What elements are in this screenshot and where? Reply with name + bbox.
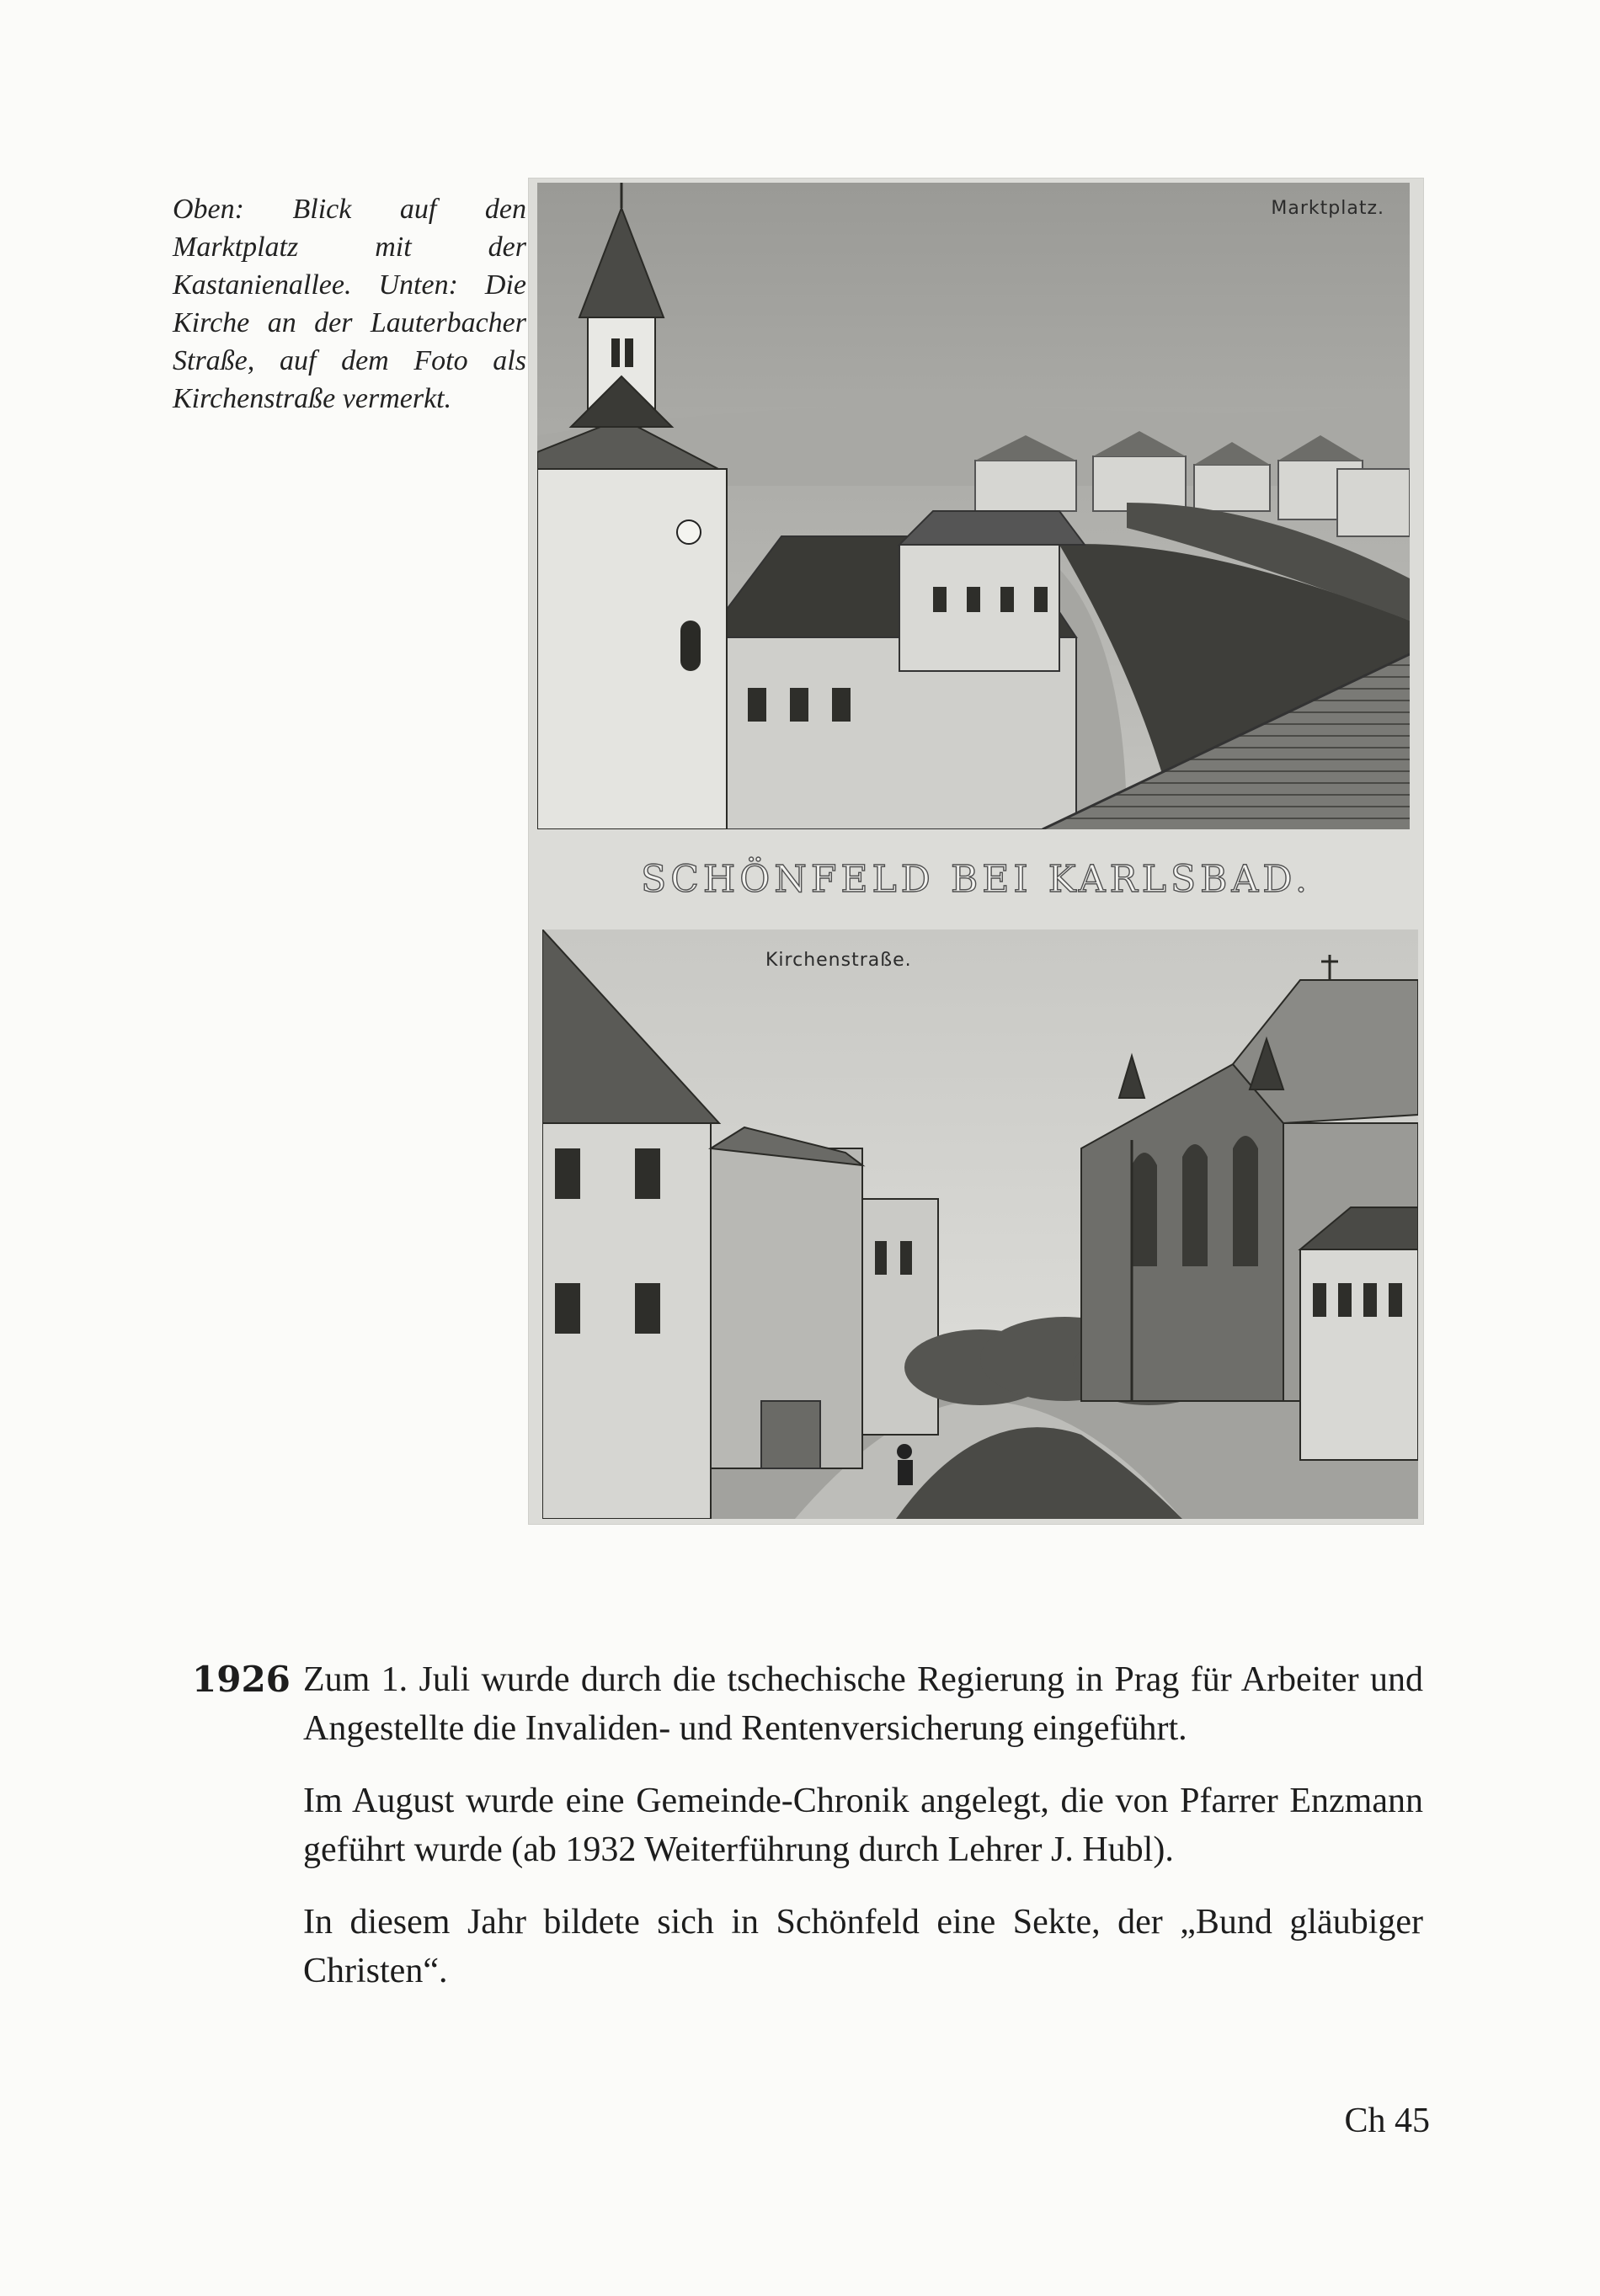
entry-paragraph: Zum 1. Juli wurde durch die tschechische Regierung in Prag für Arbeiter und Angestellte die Invaliden- und Rentenversicherung eingeführt. [303,1660,1423,1748]
photo-marktplatz [537,183,1410,829]
photo-caption: Oben: Blick auf den Marktplatz mit der Kastanienallee. Unten: Die Kirche an der Lauterbacher Straße, auf dem Foto als Kirchenstraße vermerkt. [173,194,526,414]
page-number: Ch 45 [1344,2102,1430,2140]
entry-paragraph: Im August wurde eine Gemeinde-Chronik angelegt, die von Pfarrer Enzmann geführt wurde (ab 1932 Weiterführung durch Lehrer J. Hubl). [303,1782,1423,1869]
postcard-banner: SCHÖNFELD BEI KARLSBAD. [641,857,1311,901]
photo-kirchenstrasse [542,930,1418,1519]
photo-label-kirchenstrasse: Kirchenstraße. [765,950,912,971]
entry-year: 1926 [192,1659,291,1700]
entry-paragraph: In diesem Jahr bildete sich in Schönfeld eine Sekte, der „Bund gläubiger Christen“. [303,1903,1423,1990]
postcard [529,178,1423,1524]
photo-label-marktplatz: Marktplatz. [1271,198,1384,219]
entry-body [303,1655,1423,2019]
